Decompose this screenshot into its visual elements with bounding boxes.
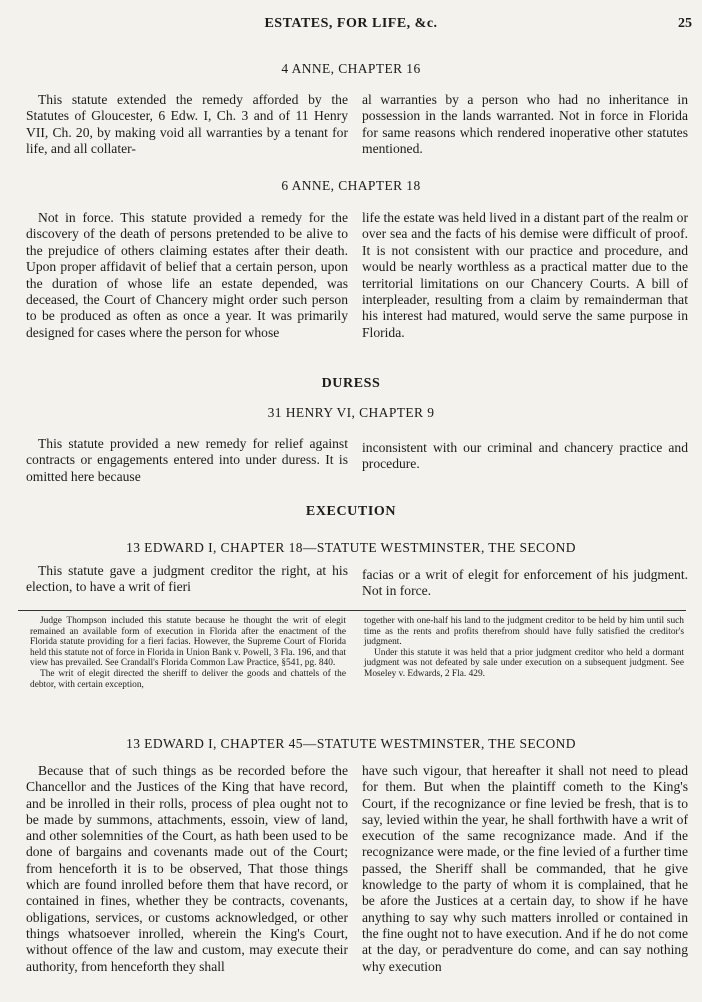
running-title: ESTATES, FOR LIFE, &c. [264,16,438,31]
footnote-right [364,616,684,680]
footnote-left-para-2: The writ of elegit directed the sheriff to deliver the goods and chattels of the debtor, with certain exception, [30,668,346,690]
anne18-left-text: Not in force. This statute provided a remedy for the discovery of the death of persons pretended to be alive to the prejudice of others claiming estates after their death. Upon proper affidavit of belief that a certain person, upon the duration of whose life an estate depended, was deceased, the Court of Chancery might order such person to be produced as often as once a year. It was primarily designed for cases where the person for whose [26,210,348,340]
footnote-right-para-2: Under this statute it was held that a prior judgment creditor who held a dormant judgment was not defeated by sale under execution on a subsequent judgment. See Moseley v. Edwards, 2 Fla. 429. [364,647,684,679]
execution-left-text: This statute gave a judgment creditor the right, at his election, to have a writ of fieri [26,563,348,595]
anne16-left-text: This statute extended the remedy afforded by the Statutes of Gloucester, 6 Edw. I, Ch. 3 and of 11 Henry VII, Ch. 20, by making void all warranties by a tenant for life, and all collater- [26,92,348,157]
footnote-divider [18,610,686,611]
heading-31-henry-vi-ch9: 31 HENRY VI, CHAPTER 9 [267,405,435,420]
footnote-right-para-1: together with one-half his land to the judgment creditor to be held by him until such time as the rents and profits therefrom should have fully satisfied the creditor's judgment. [364,616,684,648]
section-title-duress: DURESS [321,376,381,391]
section-title-execution: EXECUTION [305,504,397,519]
duress-right-text: inconsistent with our criminal and chancery practice and procedure. [362,440,688,472]
anne16-right-text: al warranties by a person who had no inheritance in possession in the lands warranted. Not in force in Florida for same reasons which rendered inoperative other statutes mentioned. [362,92,688,157]
heading-4-anne-ch16: 4 ANNE, CHAPTER 16 [281,61,421,76]
footnote-left-para-1: Judge Thompson included this statute because he thought the writ of elegit remained an available form of execution in Florida after the enactment of the Florida statute providing for a fieri facias. However, the Supreme Court of Florida held this statute not of force in Florida in Union Bank v. Powell, 3 Fla. 196, and that view has prevailed. See Crandall's Florida Common Law Practice, §541, pg. 840. [30,616,346,669]
anne18-right-text: life the estate was held lived in a distant part of the realm or over sea and the facts of his demise were difficult of proof. It is not consistent with our practice and procedure, and would be nearly worthless as a practical matter due to the territorial limitations on our Chancery Courts. A bill of interpleader, resulting from a claim by remainderman that his interest had matured, would serve the same purpose in Florida. [362,210,688,340]
heading-6-anne-ch18: 6 ANNE, CHAPTER 18 [281,178,421,193]
footnote-left [30,616,346,690]
running-head [0,16,702,40]
execution-right-text: facias or a writ of elegit for enforcement of his judgment. Not in force. [362,567,688,599]
edward45-left-text: Because that of such things as be recorded before the Chancellor and the Justices of the King that have record, and be inrolled in their rolls, process of plea ought not to be made by summons, attachments, essoin, view of land, and other solemnities of the Court, as hath been used to be done of bargains and covenants made out of the Court; from henceforth it is to be observed, That those things which are found inrolled before them that have record, or contained in fines, whether they be contracts, covenants, obligations, services, or customs acknowledged, or other things whatsoever inrolled, wherein the King's Court, without offence of the law and custom, may execute their authority, from henceforth they shall [26,763,348,974]
page-number: 25 [678,16,692,31]
heading-13-edward-i-ch18: 13 EDWARD I, CHAPTER 18—STATUTE WESTMINSTER, THE SECOND [126,540,576,555]
edward45-right-text: have such vigour, that hereafter it shall not need to plead for them. But when the plaintiff cometh to the King's Court, if the recognizance or fine levied be fresh, that is to say, levied within the year, he shall forthwith have a writ of execution of the same recognizance made. And if the recognizance were made, or the fine levied of a further time passed, the Sheriff shall be commanded, that he give knowledge to the party of whom it is complained, that he be afore the Justices at a certain day, to show if he have anything to say why such matters inrolled or contained in the fine ought not to have execution. And if he do not come at the day, or peradventure do come, and can say nothing why execution [362,763,688,974]
duress-left-text: This statute provided a new remedy for relief against contracts or engagements entered into under duress. It is omitted here because [26,436,348,484]
heading-13-edward-i-ch45: 13 EDWARD I, CHAPTER 45—STATUTE WESTMINSTER, THE SECOND [126,736,576,751]
